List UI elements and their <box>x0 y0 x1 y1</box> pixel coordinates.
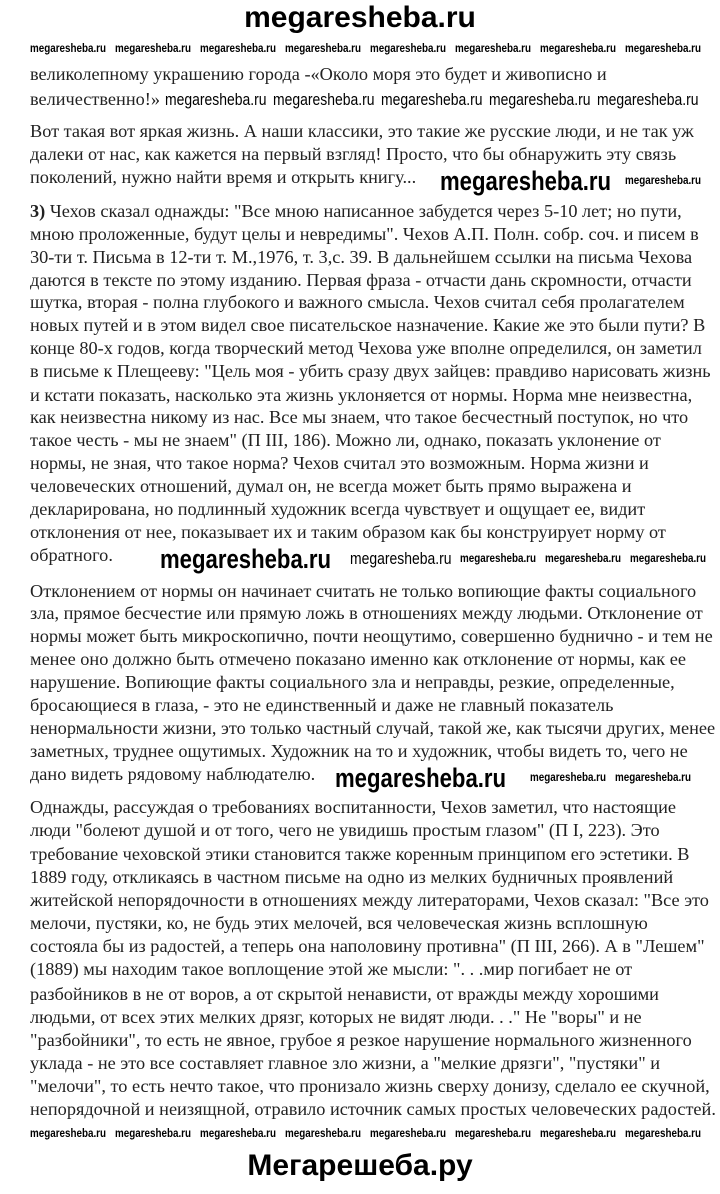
watermark: megaresheba.ru <box>381 90 483 109</box>
watermark: megaresheba.ru <box>530 770 607 784</box>
text-line: дано видеть рядовому наблюдателю. <box>30 764 316 784</box>
watermark: megaresheba.ru <box>30 1126 107 1140</box>
site-footer-logo[interactable]: Мегарешеба.ру <box>247 1149 473 1182</box>
text-line: великолепному украшению города -«Около моря это будет и живописно и <box>30 64 607 84</box>
text-line: "разбойники", то есть не явное, грубое я резкое нарушение нормального жизненного <box>30 1030 692 1050</box>
watermark: megaresheba.ru <box>370 1126 447 1140</box>
text-line: нормы может быть микроскопично, почти неощутимо, совершенно буднично - и тем не <box>30 626 713 646</box>
text-line: отклонения от нее, показывает их и таким образом как бы конструирует норму от <box>30 522 666 542</box>
watermark: megaresheba.ru <box>350 549 452 568</box>
text-line: шутка, вторая - полна глубокого и важного смысла. Чехов считал себя пролагателем <box>30 292 685 312</box>
text-line: мелочи, пустяки, ко, не будь этих мелочей, вся человеческая жизнь всплошную <box>30 913 648 933</box>
text-line: нормы, не зная, что такое норма? Чехов считал это возможным. Норма жизни и <box>30 453 649 473</box>
watermark: megaresheba.ru <box>597 90 699 109</box>
text-line: (1889) мы находим такое воплощение этой же мысли: ". . .мир погибает не от <box>30 959 633 979</box>
text-line: мною проложенные, будут целы и невредимы". Чехов А.П. Полн. собр. соч. и писем в <box>30 224 699 244</box>
watermark: megaresheba.ru <box>285 41 362 55</box>
text-line: уклада - не это все составляет главное зло жизни, а "мелкие дрязги", "пустяки" и <box>30 1053 661 1073</box>
watermark: megaresheba.ru <box>115 1126 192 1140</box>
text-line: 30-ти т. Письма в 12-ти т. М.,1976, т. 3,с. 39. В дальнейшем ссылки на письма Чехова <box>30 247 693 267</box>
text-line: зла, прямое бесчестие или прямую ложь в отношениях между людьми. Отклонение от <box>30 603 703 623</box>
watermark: megaresheba.ru <box>165 90 267 109</box>
text-line: требование чеховской этики становится также коренным принципом его эстетики. В <box>30 844 690 864</box>
watermark: megaresheba.ru <box>625 41 702 55</box>
text-line: Однажды, рассуждая о требованиях воспитанности, Чехов заметил, что настоящие <box>30 797 676 817</box>
text-line-content: Чехов сказал однажды: "Все мною написанное забудется через 5-10 лет; но пути, <box>49 201 682 221</box>
text-line: люди "болеют душой и от того, чего не увидишь простым глазом" (П I, 223). Это <box>30 820 660 840</box>
text-line: поколений, нужно найти время и открыть книгу... <box>30 167 417 187</box>
text-line: житейской непорядочности в отношениях между литераторами, Чехов сказал: "Все это <box>30 890 709 910</box>
text-line: нарушение. Вопиющие факты социального зла и неправды, резкие, определенные, <box>30 672 675 692</box>
watermark: megaresheba.ru <box>370 41 447 55</box>
text-line: состояла бы из радостей, а теперь она наполовину противна" (П III, 266). А в "Лешем" <box>30 936 705 956</box>
watermark: megaresheba.ru <box>630 551 707 565</box>
text-line: новых путей и в этом видел свое писательское назначение. Какие же это были пути? В <box>30 315 706 335</box>
watermark: megaresheba.ru <box>200 41 277 55</box>
watermark: megaresheba.ru <box>540 1126 617 1140</box>
text-line: и кстати показать, насколько эта жизнь уклоняется от нормы. Норма мне неизвестна, <box>30 385 693 405</box>
text-line: конце 80-х годов, когда творческий метод Чехова уже вполне определился, он заметил <box>30 338 702 358</box>
text-line: даются в тексте по этому изданию. Первая фраза - отчасти дань скромности, отчасти <box>30 270 692 290</box>
text-line: далеки от нас, как кажется на первый взгляд! Просто, что бы обнаружить эту связь <box>30 144 677 164</box>
watermark: megaresheba.ru <box>455 41 532 55</box>
text-line: Вот такая вот яркая жизнь. А наши классики, это такие же русские люди, и не так уж <box>30 121 694 141</box>
text-line: Отклонением от нормы он начинает считать не только вопиющие факты социального <box>30 581 697 601</box>
site-header-logo[interactable]: megaresheba.ru <box>244 1 476 34</box>
text-line: величественно!» <box>30 89 160 109</box>
text-line: человеческих отношений, думал он, не всегда может быть прямо выражена и <box>30 476 632 496</box>
watermark: megaresheba.ru <box>285 1126 362 1140</box>
watermark: megaresheba.ru <box>615 770 692 784</box>
text-line: бросающиеся в глаза, - это не единственный и даже не главный показатель <box>30 695 614 715</box>
text-line: менее оно должно быть отмечено показано именно как отклонение от нормы, как ее <box>30 649 686 669</box>
text-line: декларирована, но подлинный художник всегда чувствует и ощущает ее, видит <box>30 499 646 519</box>
text-line: в письме к Плещееву: "Цель моя - убить сразу двух зайцев: правдиво нарисовать жизнь <box>30 361 711 381</box>
watermark: megaresheba.ru <box>540 41 617 55</box>
watermark: megaresheba.ru <box>460 551 537 565</box>
watermark: megaresheba.ru <box>115 41 192 55</box>
section-number: 3) <box>30 201 46 221</box>
text-line: обратного. <box>30 545 113 565</box>
watermark: megaresheba.ru <box>489 90 591 109</box>
text-line: как неизвестна никому из нас. Все мы знаем, что такое бесчестный поступок, но что <box>30 407 689 427</box>
text-line: 1889 году, откликаясь в частном письме на одно из мелких будничных проявлений <box>30 867 674 887</box>
watermark: megaresheba.ru <box>545 551 622 565</box>
watermark: megaresheba.ru <box>455 1126 532 1140</box>
text-line: заметных, труднее ощутимых. Художник на то и художник, чтобы видеть то, чего не <box>30 741 688 761</box>
text-line <box>30 201 682 222</box>
text-line: людьми, от всех этих мелких дрязг, которых не видят люди. . ." Не "воры" и не <box>30 1007 642 1027</box>
text-line: ненормальности жизни, это только частный случай, такой же, как тысячи других, менее <box>30 718 716 738</box>
watermark: megaresheba.ru <box>30 41 107 55</box>
watermark: megaresheba.ru <box>273 90 375 109</box>
text-line: разбойников в не от воров, а от скрытой ненависти, от вражды между хорошими <box>30 984 659 1004</box>
watermark: megaresheba.ru <box>440 166 612 196</box>
watermark: megaresheba.ru <box>335 763 507 793</box>
text-line: "мелочи", то есть нечто такое, что пронизало жизнь сверху донизу, сделало ее скучной, <box>30 1076 710 1096</box>
watermark: megaresheba.ru <box>200 1126 277 1140</box>
watermark: megaresheba.ru <box>160 544 332 574</box>
text-line: такое честь - мы не знаем" (П III, 186). Можно ли, однако, показать уклонение от <box>30 430 661 450</box>
watermark: megaresheba.ru <box>625 173 702 187</box>
text-line: непорядочной и неизящной, отравило источник самых простых человеческих радостей. <box>30 1099 716 1119</box>
watermark: megaresheba.ru <box>625 1126 702 1140</box>
